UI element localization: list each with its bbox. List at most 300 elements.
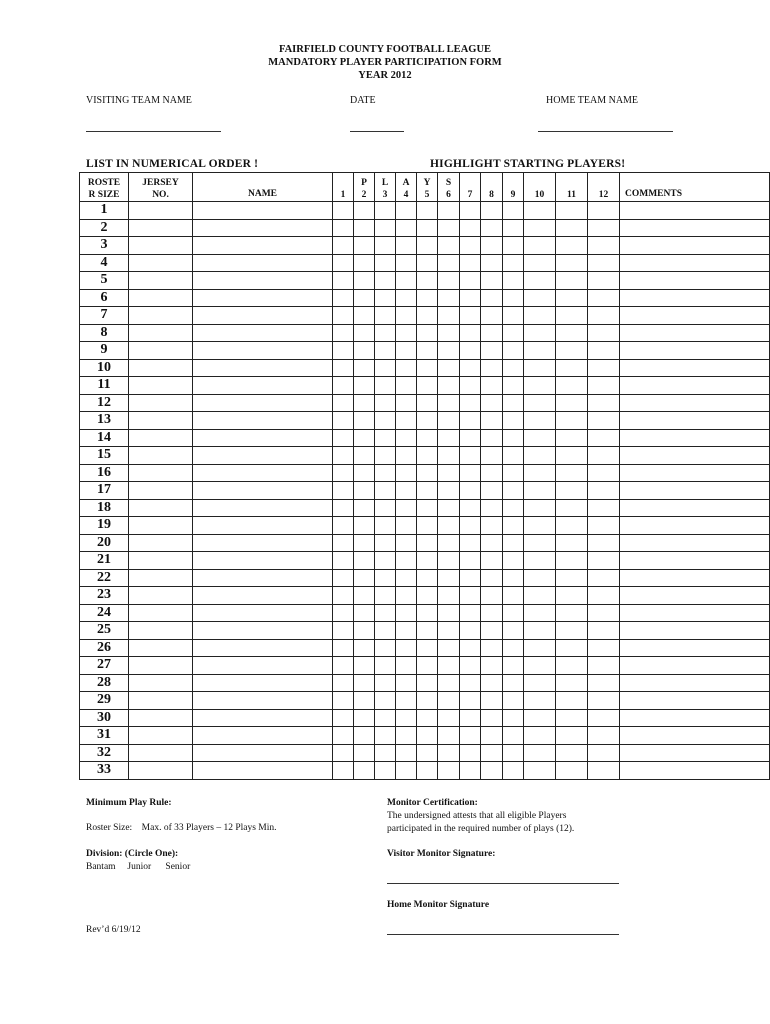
play-cell-11[interactable] xyxy=(556,499,588,517)
comments-cell[interactable] xyxy=(620,727,770,745)
play-cell-2[interactable] xyxy=(354,254,375,272)
play-cell-7[interactable] xyxy=(460,517,481,535)
play-cell-2[interactable] xyxy=(354,709,375,727)
play-cell-9[interactable] xyxy=(503,324,524,342)
play-cell-1[interactable] xyxy=(333,744,354,762)
play-cell-10[interactable] xyxy=(524,412,556,430)
play-cell-4[interactable] xyxy=(396,639,417,657)
play-cell-9[interactable] xyxy=(503,342,524,360)
play-cell-7[interactable] xyxy=(460,534,481,552)
comments-cell[interactable] xyxy=(620,534,770,552)
comments-cell[interactable] xyxy=(620,709,770,727)
play-cell-5[interactable] xyxy=(417,219,438,237)
play-cell-5[interactable] xyxy=(417,622,438,640)
play-cell-5[interactable] xyxy=(417,587,438,605)
play-cell-10[interactable] xyxy=(524,237,556,255)
jersey-cell[interactable] xyxy=(129,237,193,255)
play-cell-4[interactable] xyxy=(396,622,417,640)
play-cell-2[interactable] xyxy=(354,674,375,692)
jersey-cell[interactable] xyxy=(129,394,193,412)
play-cell-3[interactable] xyxy=(375,639,396,657)
play-cell-8[interactable] xyxy=(481,289,503,307)
play-cell-8[interactable] xyxy=(481,622,503,640)
play-cell-7[interactable] xyxy=(460,552,481,570)
jersey-cell[interactable] xyxy=(129,762,193,780)
play-cell-10[interactable] xyxy=(524,674,556,692)
play-cell-12[interactable] xyxy=(588,394,620,412)
play-cell-9[interactable] xyxy=(503,254,524,272)
jersey-cell[interactable] xyxy=(129,324,193,342)
play-cell-10[interactable] xyxy=(524,324,556,342)
play-cell-7[interactable] xyxy=(460,604,481,622)
play-cell-1[interactable] xyxy=(333,272,354,290)
play-cell-11[interactable] xyxy=(556,254,588,272)
comments-cell[interactable] xyxy=(620,499,770,517)
jersey-cell[interactable] xyxy=(129,587,193,605)
play-cell-3[interactable] xyxy=(375,377,396,395)
play-cell-6[interactable] xyxy=(438,464,460,482)
name-cell[interactable] xyxy=(193,639,333,657)
jersey-cell[interactable] xyxy=(129,464,193,482)
play-cell-5[interactable] xyxy=(417,202,438,220)
play-cell-5[interactable] xyxy=(417,727,438,745)
play-cell-3[interactable] xyxy=(375,237,396,255)
play-cell-6[interactable] xyxy=(438,377,460,395)
play-cell-6[interactable] xyxy=(438,552,460,570)
play-cell-12[interactable] xyxy=(588,762,620,780)
play-cell-4[interactable] xyxy=(396,447,417,465)
play-cell-11[interactable] xyxy=(556,289,588,307)
play-cell-5[interactable] xyxy=(417,604,438,622)
play-cell-4[interactable] xyxy=(396,307,417,325)
jersey-cell[interactable] xyxy=(129,657,193,675)
play-cell-6[interactable] xyxy=(438,272,460,290)
name-cell[interactable] xyxy=(193,377,333,395)
division-options[interactable]: Bantam Junior Senior xyxy=(86,862,191,872)
play-cell-7[interactable] xyxy=(460,412,481,430)
comments-cell[interactable] xyxy=(620,289,770,307)
comments-cell[interactable] xyxy=(620,237,770,255)
play-cell-5[interactable] xyxy=(417,307,438,325)
play-cell-11[interactable] xyxy=(556,324,588,342)
play-cell-11[interactable] xyxy=(556,219,588,237)
visiting-team-field[interactable] xyxy=(86,131,221,132)
play-cell-3[interactable] xyxy=(375,569,396,587)
play-cell-9[interactable] xyxy=(503,762,524,780)
play-cell-3[interactable] xyxy=(375,482,396,500)
play-cell-12[interactable] xyxy=(588,744,620,762)
play-cell-2[interactable] xyxy=(354,394,375,412)
play-cell-5[interactable] xyxy=(417,552,438,570)
play-cell-10[interactable] xyxy=(524,552,556,570)
play-cell-5[interactable] xyxy=(417,482,438,500)
comments-cell[interactable] xyxy=(620,324,770,342)
play-cell-2[interactable] xyxy=(354,237,375,255)
comments-cell[interactable] xyxy=(620,307,770,325)
play-cell-3[interactable] xyxy=(375,517,396,535)
name-cell[interactable] xyxy=(193,552,333,570)
play-cell-1[interactable] xyxy=(333,307,354,325)
play-cell-1[interactable] xyxy=(333,534,354,552)
play-cell-1[interactable] xyxy=(333,359,354,377)
play-cell-12[interactable] xyxy=(588,517,620,535)
play-cell-11[interactable] xyxy=(556,534,588,552)
play-cell-7[interactable] xyxy=(460,674,481,692)
play-cell-11[interactable] xyxy=(556,482,588,500)
play-cell-7[interactable] xyxy=(460,657,481,675)
play-cell-5[interactable] xyxy=(417,377,438,395)
play-cell-4[interactable] xyxy=(396,219,417,237)
play-cell-11[interactable] xyxy=(556,674,588,692)
play-cell-8[interactable] xyxy=(481,709,503,727)
play-cell-2[interactable] xyxy=(354,447,375,465)
play-cell-5[interactable] xyxy=(417,674,438,692)
play-cell-10[interactable] xyxy=(524,464,556,482)
comments-cell[interactable] xyxy=(620,359,770,377)
play-cell-6[interactable] xyxy=(438,639,460,657)
play-cell-10[interactable] xyxy=(524,744,556,762)
play-cell-1[interactable] xyxy=(333,342,354,360)
comments-cell[interactable] xyxy=(620,569,770,587)
play-cell-11[interactable] xyxy=(556,517,588,535)
play-cell-4[interactable] xyxy=(396,359,417,377)
comments-cell[interactable] xyxy=(620,429,770,447)
play-cell-6[interactable] xyxy=(438,237,460,255)
play-cell-4[interactable] xyxy=(396,587,417,605)
comments-cell[interactable] xyxy=(620,254,770,272)
play-cell-6[interactable] xyxy=(438,324,460,342)
play-cell-12[interactable] xyxy=(588,727,620,745)
jersey-cell[interactable] xyxy=(129,534,193,552)
name-cell[interactable] xyxy=(193,464,333,482)
play-cell-1[interactable] xyxy=(333,289,354,307)
play-cell-4[interactable] xyxy=(396,377,417,395)
play-cell-5[interactable] xyxy=(417,657,438,675)
name-cell[interactable] xyxy=(193,359,333,377)
play-cell-11[interactable] xyxy=(556,429,588,447)
play-cell-3[interactable] xyxy=(375,359,396,377)
play-cell-2[interactable] xyxy=(354,324,375,342)
play-cell-4[interactable] xyxy=(396,762,417,780)
play-cell-5[interactable] xyxy=(417,709,438,727)
play-cell-2[interactable] xyxy=(354,377,375,395)
play-cell-1[interactable] xyxy=(333,517,354,535)
play-cell-12[interactable] xyxy=(588,237,620,255)
play-cell-8[interactable] xyxy=(481,377,503,395)
play-cell-8[interactable] xyxy=(481,447,503,465)
comments-cell[interactable] xyxy=(620,674,770,692)
play-cell-10[interactable] xyxy=(524,202,556,220)
play-cell-11[interactable] xyxy=(556,394,588,412)
play-cell-6[interactable] xyxy=(438,219,460,237)
play-cell-12[interactable] xyxy=(588,289,620,307)
play-cell-9[interactable] xyxy=(503,587,524,605)
play-cell-9[interactable] xyxy=(503,412,524,430)
play-cell-3[interactable] xyxy=(375,657,396,675)
play-cell-7[interactable] xyxy=(460,709,481,727)
play-cell-6[interactable] xyxy=(438,762,460,780)
name-cell[interactable] xyxy=(193,499,333,517)
play-cell-11[interactable] xyxy=(556,552,588,570)
play-cell-7[interactable] xyxy=(460,587,481,605)
play-cell-7[interactable] xyxy=(460,219,481,237)
play-cell-4[interactable] xyxy=(396,534,417,552)
comments-cell[interactable] xyxy=(620,639,770,657)
comments-cell[interactable] xyxy=(620,517,770,535)
name-cell[interactable] xyxy=(193,709,333,727)
name-cell[interactable] xyxy=(193,762,333,780)
play-cell-2[interactable] xyxy=(354,289,375,307)
play-cell-2[interactable] xyxy=(354,744,375,762)
play-cell-2[interactable] xyxy=(354,622,375,640)
name-cell[interactable] xyxy=(193,202,333,220)
play-cell-6[interactable] xyxy=(438,394,460,412)
play-cell-1[interactable] xyxy=(333,569,354,587)
visitor-signature-line[interactable] xyxy=(387,883,619,884)
play-cell-5[interactable] xyxy=(417,237,438,255)
play-cell-2[interactable] xyxy=(354,429,375,447)
play-cell-4[interactable] xyxy=(396,674,417,692)
play-cell-2[interactable] xyxy=(354,657,375,675)
play-cell-1[interactable] xyxy=(333,429,354,447)
play-cell-6[interactable] xyxy=(438,569,460,587)
name-cell[interactable] xyxy=(193,674,333,692)
play-cell-7[interactable] xyxy=(460,482,481,500)
play-cell-5[interactable] xyxy=(417,412,438,430)
play-cell-1[interactable] xyxy=(333,254,354,272)
play-cell-3[interactable] xyxy=(375,604,396,622)
name-cell[interactable] xyxy=(193,272,333,290)
play-cell-5[interactable] xyxy=(417,289,438,307)
jersey-cell[interactable] xyxy=(129,412,193,430)
play-cell-11[interactable] xyxy=(556,342,588,360)
jersey-cell[interactable] xyxy=(129,377,193,395)
play-cell-4[interactable] xyxy=(396,464,417,482)
play-cell-9[interactable] xyxy=(503,429,524,447)
name-cell[interactable] xyxy=(193,744,333,762)
play-cell-3[interactable] xyxy=(375,762,396,780)
play-cell-7[interactable] xyxy=(460,359,481,377)
play-cell-6[interactable] xyxy=(438,429,460,447)
play-cell-9[interactable] xyxy=(503,639,524,657)
play-cell-4[interactable] xyxy=(396,412,417,430)
comments-cell[interactable] xyxy=(620,394,770,412)
play-cell-1[interactable] xyxy=(333,219,354,237)
play-cell-1[interactable] xyxy=(333,692,354,710)
play-cell-4[interactable] xyxy=(396,429,417,447)
play-cell-7[interactable] xyxy=(460,324,481,342)
play-cell-7[interactable] xyxy=(460,622,481,640)
comments-cell[interactable] xyxy=(620,342,770,360)
play-cell-9[interactable] xyxy=(503,219,524,237)
play-cell-6[interactable] xyxy=(438,674,460,692)
play-cell-4[interactable] xyxy=(396,604,417,622)
play-cell-4[interactable] xyxy=(396,499,417,517)
play-cell-11[interactable] xyxy=(556,412,588,430)
play-cell-8[interactable] xyxy=(481,342,503,360)
play-cell-2[interactable] xyxy=(354,639,375,657)
play-cell-4[interactable] xyxy=(396,202,417,220)
play-cell-6[interactable] xyxy=(438,517,460,535)
play-cell-3[interactable] xyxy=(375,202,396,220)
name-cell[interactable] xyxy=(193,587,333,605)
play-cell-9[interactable] xyxy=(503,289,524,307)
play-cell-11[interactable] xyxy=(556,622,588,640)
jersey-cell[interactable] xyxy=(129,219,193,237)
play-cell-3[interactable] xyxy=(375,447,396,465)
play-cell-1[interactable] xyxy=(333,237,354,255)
play-cell-5[interactable] xyxy=(417,692,438,710)
jersey-cell[interactable] xyxy=(129,289,193,307)
play-cell-4[interactable] xyxy=(396,394,417,412)
play-cell-4[interactable] xyxy=(396,517,417,535)
play-cell-12[interactable] xyxy=(588,639,620,657)
play-cell-9[interactable] xyxy=(503,377,524,395)
play-cell-8[interactable] xyxy=(481,254,503,272)
comments-cell[interactable] xyxy=(620,622,770,640)
play-cell-9[interactable] xyxy=(503,272,524,290)
play-cell-8[interactable] xyxy=(481,219,503,237)
play-cell-11[interactable] xyxy=(556,377,588,395)
play-cell-9[interactable] xyxy=(503,692,524,710)
name-cell[interactable] xyxy=(193,447,333,465)
play-cell-10[interactable] xyxy=(524,762,556,780)
jersey-cell[interactable] xyxy=(129,202,193,220)
play-cell-8[interactable] xyxy=(481,692,503,710)
play-cell-9[interactable] xyxy=(503,202,524,220)
play-cell-2[interactable] xyxy=(354,534,375,552)
play-cell-8[interactable] xyxy=(481,744,503,762)
play-cell-8[interactable] xyxy=(481,604,503,622)
play-cell-10[interactable] xyxy=(524,534,556,552)
play-cell-7[interactable] xyxy=(460,727,481,745)
name-cell[interactable] xyxy=(193,657,333,675)
play-cell-5[interactable] xyxy=(417,324,438,342)
play-cell-6[interactable] xyxy=(438,622,460,640)
play-cell-5[interactable] xyxy=(417,762,438,780)
play-cell-1[interactable] xyxy=(333,324,354,342)
play-cell-4[interactable] xyxy=(396,709,417,727)
play-cell-6[interactable] xyxy=(438,534,460,552)
name-cell[interactable] xyxy=(193,307,333,325)
jersey-cell[interactable] xyxy=(129,744,193,762)
play-cell-3[interactable] xyxy=(375,254,396,272)
play-cell-10[interactable] xyxy=(524,727,556,745)
play-cell-3[interactable] xyxy=(375,534,396,552)
play-cell-12[interactable] xyxy=(588,674,620,692)
play-cell-9[interactable] xyxy=(503,499,524,517)
name-cell[interactable] xyxy=(193,219,333,237)
play-cell-11[interactable] xyxy=(556,744,588,762)
play-cell-2[interactable] xyxy=(354,464,375,482)
play-cell-3[interactable] xyxy=(375,744,396,762)
play-cell-10[interactable] xyxy=(524,254,556,272)
jersey-cell[interactable] xyxy=(129,517,193,535)
play-cell-3[interactable] xyxy=(375,709,396,727)
name-cell[interactable] xyxy=(193,289,333,307)
play-cell-8[interactable] xyxy=(481,569,503,587)
play-cell-7[interactable] xyxy=(460,307,481,325)
play-cell-9[interactable] xyxy=(503,569,524,587)
play-cell-12[interactable] xyxy=(588,569,620,587)
play-cell-1[interactable] xyxy=(333,587,354,605)
play-cell-9[interactable] xyxy=(503,709,524,727)
play-cell-7[interactable] xyxy=(460,272,481,290)
play-cell-5[interactable] xyxy=(417,639,438,657)
jersey-cell[interactable] xyxy=(129,622,193,640)
play-cell-8[interactable] xyxy=(481,674,503,692)
play-cell-8[interactable] xyxy=(481,237,503,255)
play-cell-7[interactable] xyxy=(460,342,481,360)
play-cell-3[interactable] xyxy=(375,289,396,307)
comments-cell[interactable] xyxy=(620,744,770,762)
play-cell-4[interactable] xyxy=(396,254,417,272)
play-cell-3[interactable] xyxy=(375,727,396,745)
jersey-cell[interactable] xyxy=(129,447,193,465)
play-cell-7[interactable] xyxy=(460,377,481,395)
name-cell[interactable] xyxy=(193,569,333,587)
play-cell-7[interactable] xyxy=(460,237,481,255)
play-cell-8[interactable] xyxy=(481,464,503,482)
name-cell[interactable] xyxy=(193,534,333,552)
play-cell-12[interactable] xyxy=(588,254,620,272)
name-cell[interactable] xyxy=(193,692,333,710)
comments-cell[interactable] xyxy=(620,692,770,710)
play-cell-4[interactable] xyxy=(396,692,417,710)
play-cell-8[interactable] xyxy=(481,534,503,552)
name-cell[interactable] xyxy=(193,324,333,342)
play-cell-1[interactable] xyxy=(333,727,354,745)
name-cell[interactable] xyxy=(193,412,333,430)
play-cell-6[interactable] xyxy=(438,412,460,430)
name-cell[interactable] xyxy=(193,604,333,622)
play-cell-12[interactable] xyxy=(588,482,620,500)
play-cell-9[interactable] xyxy=(503,447,524,465)
play-cell-6[interactable] xyxy=(438,692,460,710)
date-field[interactable] xyxy=(350,131,404,132)
play-cell-7[interactable] xyxy=(460,569,481,587)
play-cell-12[interactable] xyxy=(588,342,620,360)
jersey-cell[interactable] xyxy=(129,674,193,692)
play-cell-3[interactable] xyxy=(375,499,396,517)
play-cell-9[interactable] xyxy=(503,674,524,692)
play-cell-1[interactable] xyxy=(333,447,354,465)
play-cell-2[interactable] xyxy=(354,517,375,535)
play-cell-9[interactable] xyxy=(503,482,524,500)
play-cell-9[interactable] xyxy=(503,622,524,640)
comments-cell[interactable] xyxy=(620,657,770,675)
play-cell-3[interactable] xyxy=(375,394,396,412)
play-cell-8[interactable] xyxy=(481,552,503,570)
jersey-cell[interactable] xyxy=(129,429,193,447)
play-cell-8[interactable] xyxy=(481,499,503,517)
play-cell-2[interactable] xyxy=(354,219,375,237)
play-cell-9[interactable] xyxy=(503,237,524,255)
play-cell-6[interactable] xyxy=(438,254,460,272)
play-cell-3[interactable] xyxy=(375,587,396,605)
play-cell-10[interactable] xyxy=(524,657,556,675)
play-cell-6[interactable] xyxy=(438,307,460,325)
play-cell-5[interactable] xyxy=(417,464,438,482)
play-cell-4[interactable] xyxy=(396,289,417,307)
play-cell-5[interactable] xyxy=(417,272,438,290)
play-cell-8[interactable] xyxy=(481,639,503,657)
play-cell-1[interactable] xyxy=(333,464,354,482)
jersey-cell[interactable] xyxy=(129,254,193,272)
play-cell-12[interactable] xyxy=(588,692,620,710)
play-cell-6[interactable] xyxy=(438,202,460,220)
play-cell-9[interactable] xyxy=(503,307,524,325)
